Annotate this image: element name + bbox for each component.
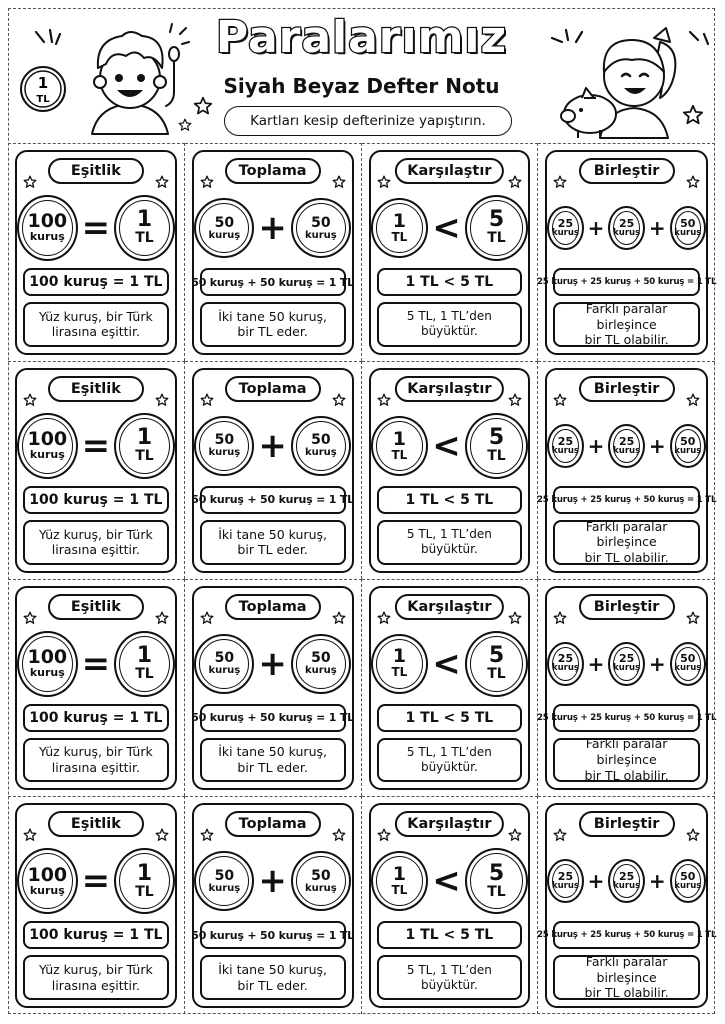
- description-line: Yüz kuruş, bir Türk: [39, 526, 153, 542]
- cut-cell: [8, 796, 185, 1014]
- description-line: bir TL eder.: [237, 977, 308, 993]
- coin-unit: kuruş: [551, 445, 579, 456]
- coin-row: [547, 410, 706, 482]
- coin-value: 50: [311, 867, 331, 884]
- coin-unit: kuruş: [208, 229, 241, 241]
- operator-symbol: =: [81, 861, 111, 902]
- equation-box: 50 kuruş + 50 kuruş = 1 TL: [200, 486, 346, 514]
- card-title: Eşitlik: [48, 594, 144, 620]
- coin-value: 1: [392, 209, 406, 232]
- cut-cell: [362, 361, 539, 579]
- coin-value: 25: [557, 216, 574, 230]
- coin-unit: kuruş: [29, 448, 65, 462]
- description-line: bir TL olabilir.: [584, 332, 669, 348]
- coin-icon: [371, 851, 429, 911]
- coin-value: 5: [488, 860, 505, 886]
- card-karsilastir: [369, 803, 531, 1008]
- coin-badge-value: 1: [37, 74, 49, 92]
- coin-unit: kuruş: [29, 665, 65, 679]
- coin-unit: kuruş: [613, 881, 641, 892]
- sparkle-icon: [548, 28, 588, 58]
- coin-icon: [194, 851, 254, 911]
- coin-icon: [194, 416, 254, 476]
- equation-box: 50 kuruş + 50 kuruş = 1 TL: [200, 268, 346, 296]
- page-header: [8, 8, 715, 143]
- operator-symbol: =: [81, 208, 111, 248]
- coin-value: 50: [680, 652, 696, 666]
- star-icon: [332, 174, 346, 188]
- card-title: Birleştir: [579, 158, 675, 184]
- star-icon: [193, 96, 213, 116]
- star-icon: [178, 118, 192, 132]
- description-line: Yüz kuruş, bir Türk: [39, 744, 153, 760]
- coin-value: 100: [27, 863, 68, 886]
- cut-cell: [8, 361, 185, 579]
- cut-cell: [185, 796, 362, 1014]
- star-icon: [332, 392, 346, 406]
- cut-cell: [362, 796, 539, 1014]
- card-toplama: [192, 803, 354, 1008]
- coin-value: 50: [214, 214, 235, 231]
- coin-unit: kuruş: [208, 882, 241, 894]
- equation-box: 1 TL < 5 TL: [377, 268, 523, 296]
- star-icon: [200, 174, 214, 188]
- coin-icon: [371, 416, 429, 476]
- star-icon: [377, 174, 391, 188]
- operator-symbol: +: [648, 433, 666, 458]
- coin-value: 1: [136, 207, 153, 233]
- coin-unit: TL: [487, 230, 506, 247]
- card-birlestir: [537, 803, 717, 1008]
- card-grid: [8, 143, 715, 1014]
- equation-box: 25 kuruş + 25 kuruş + 50 kuruş = 1 TL: [553, 921, 700, 949]
- coin-value: 50: [311, 432, 331, 449]
- card-birlestir: [537, 368, 717, 573]
- operator-symbol: +: [587, 651, 605, 676]
- coin-unit: kuruş: [674, 881, 702, 892]
- coin-value: 1: [136, 860, 153, 886]
- description-box: [553, 302, 700, 347]
- card-karsilastir: [369, 368, 531, 573]
- coin-icon: [114, 195, 175, 261]
- coin-unit: TL: [391, 883, 408, 898]
- description-box: [200, 302, 346, 347]
- equation-box: 1 TL < 5 TL: [377, 486, 523, 514]
- equation-box: 1 TL < 5 TL: [377, 921, 523, 949]
- coin-icon: [291, 634, 351, 694]
- equation-box: 25 kuruş + 25 kuruş + 50 kuruş = 1 TL: [553, 704, 700, 732]
- card-toplama: [192, 150, 354, 355]
- operator-symbol: +: [587, 869, 605, 894]
- coin-unit: kuruş: [304, 665, 337, 676]
- coin-value: 50: [311, 650, 331, 666]
- coin-icon: [17, 195, 78, 261]
- coin-row: [17, 192, 175, 264]
- equation-box: 100 kuruş = 1 TL: [23, 921, 169, 949]
- coin-unit: TL: [487, 883, 506, 900]
- coin-value: 1: [392, 645, 406, 668]
- coin-value: 100: [27, 645, 68, 668]
- star-icon: [332, 610, 346, 624]
- card-title: Toplama: [225, 158, 321, 184]
- coin-unit: TL: [135, 883, 154, 900]
- star-icon: [23, 392, 37, 406]
- operator-symbol: +: [258, 208, 287, 248]
- star-icon: [155, 174, 169, 188]
- coin-row: [17, 845, 175, 917]
- card-karsilastir: [369, 150, 531, 355]
- coin-value: 5: [488, 207, 505, 233]
- card-title: Birleştir: [579, 594, 675, 620]
- coin-row: [371, 628, 529, 700]
- coin-unit: kuruş: [613, 663, 641, 674]
- coin-value: 50: [680, 870, 696, 884]
- coin-value: 5: [488, 642, 505, 668]
- description-line: 5 TL, 1 TL’den büyüktür.: [406, 309, 492, 339]
- star-icon: [377, 392, 391, 406]
- coin-unit: kuruş: [674, 445, 702, 456]
- card-title: Karşılaştır: [395, 158, 503, 184]
- star-icon: [686, 827, 700, 841]
- description-line: Farklı paralar birleşince: [585, 300, 668, 332]
- star-icon: [155, 392, 169, 406]
- coin-value: 1: [392, 427, 406, 450]
- star-icon: [508, 827, 522, 841]
- operator-symbol: +: [258, 643, 287, 684]
- equation-box: 100 kuruş = 1 TL: [23, 704, 169, 732]
- description-line: bir TL olabilir.: [584, 549, 669, 565]
- coin-icon: [291, 416, 351, 476]
- coin-icon: [114, 848, 175, 914]
- equation-box: 25 kuruş + 25 kuruş + 50 kuruş = 1 TL: [553, 486, 700, 514]
- star-icon: [377, 827, 391, 841]
- card-birlestir: [537, 586, 717, 791]
- coin-unit: TL: [487, 448, 506, 465]
- coin-unit: kuruş: [551, 881, 579, 892]
- description-line: İki tane 50 kuruş,: [218, 744, 327, 760]
- cut-cell: [8, 579, 185, 797]
- coin-icon: [670, 859, 706, 903]
- coin-unit: kuruş: [208, 665, 241, 676]
- card-esitlik: [15, 150, 177, 355]
- star-icon: [508, 392, 522, 406]
- coin-row: [371, 845, 529, 917]
- coin-unit: kuruş: [304, 447, 337, 459]
- coin-icon: [465, 413, 529, 479]
- description-line: bir TL eder.: [237, 542, 308, 558]
- operator-symbol: +: [587, 216, 605, 240]
- star-icon: [686, 610, 700, 624]
- coin-icon: [17, 631, 78, 697]
- star-icon: [686, 392, 700, 406]
- star-icon: [553, 610, 567, 624]
- coin-unit: TL: [391, 665, 408, 680]
- coin-unit: kuruş: [551, 227, 579, 238]
- description-line: Yüz kuruş, bir Türk: [39, 308, 153, 324]
- description-line: 5 TL, 1 TL’den büyüktür.: [406, 744, 492, 774]
- description-box: [377, 955, 523, 1000]
- coin-unit: kuruş: [551, 663, 579, 674]
- cut-cell: [362, 143, 539, 361]
- coin-icon: [114, 413, 175, 479]
- coin-icon: [670, 424, 706, 468]
- coin-icon: [608, 206, 644, 250]
- description-line: lirasına eşittir.: [51, 324, 140, 340]
- coin-icon: [547, 642, 583, 686]
- cut-cell: [185, 361, 362, 579]
- cut-cell: [8, 143, 185, 361]
- coin-value: 25: [618, 870, 635, 884]
- card-title: Toplama: [225, 811, 321, 837]
- star-icon: [508, 610, 522, 624]
- description-line: İki tane 50 kuruş,: [218, 962, 327, 977]
- description-box: [200, 520, 346, 565]
- coin-row: [547, 845, 706, 917]
- coin-value: 50: [214, 432, 235, 449]
- coin-icon: [114, 631, 175, 697]
- operator-symbol: +: [648, 216, 666, 240]
- card-title: Birleştir: [579, 376, 675, 402]
- star-icon: [553, 392, 567, 406]
- coin-unit: TL: [135, 230, 154, 247]
- description-line: lirasına eşittir.: [51, 977, 140, 993]
- description-line: İki tane 50 kuruş,: [218, 308, 327, 324]
- coin-icon: [17, 413, 78, 479]
- cut-cell: [538, 361, 715, 579]
- coin-icon: [17, 848, 78, 914]
- cut-cell: [538, 796, 715, 1014]
- card-title: Karşılaştır: [395, 594, 503, 620]
- coin-unit: TL: [391, 447, 408, 462]
- description-line: Farklı paralar birleşince: [585, 736, 668, 768]
- coin-value: 25: [618, 434, 635, 448]
- coin-icon: [608, 859, 644, 903]
- coin-row: [371, 192, 529, 264]
- coin-unit: TL: [487, 665, 506, 682]
- coin-value: 1: [392, 863, 406, 886]
- coin-icon: [670, 206, 706, 250]
- description-box: [377, 302, 523, 347]
- description-box: [200, 738, 346, 783]
- coin-value: 100: [27, 428, 68, 451]
- coin-row: [194, 628, 352, 700]
- coin-value: 50: [214, 650, 235, 666]
- coin-icon: [291, 198, 351, 258]
- coin-icon: [291, 851, 351, 911]
- coin-unit: kuruş: [613, 445, 641, 456]
- coin-value: 5: [488, 425, 505, 451]
- description-line: Farklı paralar birleşince: [585, 518, 668, 550]
- star-icon: [553, 827, 567, 841]
- card-title: Toplama: [225, 594, 321, 620]
- coin-value: 25: [557, 870, 574, 884]
- star-icon: [200, 610, 214, 624]
- description-box: [553, 738, 700, 783]
- star-icon: [200, 392, 214, 406]
- coin-icon: [465, 195, 529, 261]
- description-line: bir TL eder.: [237, 324, 308, 340]
- card-title: Toplama: [225, 376, 321, 402]
- coin-unit: kuruş: [29, 230, 65, 244]
- description-box: [23, 955, 169, 1000]
- description-line: 5 TL, 1 TL’den büyüktür.: [406, 527, 492, 557]
- card-karsilastir: [369, 586, 531, 791]
- card-title: Eşitlik: [48, 158, 144, 184]
- coin-row: [371, 410, 529, 482]
- cut-cell: [185, 579, 362, 797]
- card-title: Karşılaştır: [395, 811, 503, 837]
- coin-icon: [608, 424, 644, 468]
- card-esitlik: [15, 803, 177, 1008]
- operator-symbol: +: [258, 425, 287, 466]
- operator-symbol: +: [258, 861, 287, 902]
- coin-unit: kuruş: [208, 447, 241, 459]
- coin-icon: [547, 859, 583, 903]
- star-icon: [200, 827, 214, 841]
- cut-cell: [362, 579, 539, 797]
- description-box: [377, 520, 523, 565]
- star-icon: [332, 827, 346, 841]
- operator-symbol: <: [432, 861, 461, 902]
- coin-value: 100: [27, 210, 68, 233]
- star-icon: [682, 104, 704, 126]
- coin-value: 50: [311, 214, 331, 231]
- coin-row: [547, 628, 706, 700]
- coin-icon: [465, 848, 529, 914]
- card-title: Eşitlik: [48, 376, 144, 402]
- operator-symbol: =: [81, 425, 111, 466]
- description-box: [23, 302, 169, 347]
- operator-symbol: <: [432, 425, 461, 466]
- coin-icon: [465, 631, 529, 697]
- coin-value: 1: [136, 425, 153, 451]
- coin-unit: kuruş: [613, 227, 641, 238]
- equation-box: 1 TL < 5 TL: [377, 704, 523, 732]
- description-line: lirasına eşittir.: [51, 542, 140, 558]
- description-line: bir TL olabilir.: [584, 985, 669, 1001]
- coin-value: 50: [680, 434, 696, 448]
- coin-icon: [371, 198, 429, 258]
- star-icon: [155, 610, 169, 624]
- card-esitlik: [15, 586, 177, 791]
- star-icon: [23, 610, 37, 624]
- operator-symbol: =: [81, 643, 111, 684]
- coin-icon: [670, 642, 706, 686]
- coin-unit: kuruş: [304, 882, 337, 894]
- description-line: 5 TL, 1 TL’den büyüktür.: [406, 962, 492, 992]
- page-subtitle: Siyah Beyaz Defter Notu: [223, 74, 500, 98]
- card-toplama: [192, 368, 354, 573]
- coin-value: 50: [680, 216, 696, 230]
- operator-symbol: <: [432, 643, 461, 684]
- cut-cell: [538, 579, 715, 797]
- coin-badge-unit: TL: [36, 94, 50, 105]
- card-title: Eşitlik: [48, 811, 144, 837]
- description-box: [553, 520, 700, 565]
- coin-icon: [608, 642, 644, 686]
- equation-box: 50 kuruş + 50 kuruş = 1 TL: [200, 921, 346, 949]
- coin-unit: kuruş: [304, 229, 337, 241]
- description-line: bir TL olabilir.: [584, 767, 669, 783]
- description-box: [200, 955, 346, 1000]
- equation-box: 50 kuruş + 50 kuruş = 1 TL: [200, 704, 346, 732]
- coin-icon: [371, 634, 429, 694]
- operator-symbol: +: [648, 651, 666, 676]
- description-box: [377, 738, 523, 783]
- operator-symbol: +: [648, 869, 666, 894]
- coin-unit: TL: [135, 448, 154, 465]
- sparkle-icon: [686, 28, 712, 58]
- star-icon: [155, 827, 169, 841]
- description-line: İki tane 50 kuruş,: [218, 526, 327, 542]
- instruction-pill: Kartları kesip defterinize yapıştırın.: [224, 106, 512, 136]
- coin-value: 25: [618, 652, 635, 666]
- description-box: [23, 738, 169, 783]
- card-birlestir: [537, 150, 717, 355]
- card-title: Karşılaştır: [395, 376, 503, 402]
- coin-unit: kuruş: [674, 663, 702, 674]
- cut-cell: [185, 143, 362, 361]
- coin-icon: [547, 206, 583, 250]
- coin-value: 25: [557, 434, 574, 448]
- equation-box: 100 kuruş = 1 TL: [23, 486, 169, 514]
- coin-unit: TL: [135, 665, 154, 682]
- coin-row: [17, 410, 175, 482]
- star-icon: [553, 174, 567, 188]
- coin-row: [194, 192, 352, 264]
- star-icon: [686, 174, 700, 188]
- description-line: bir TL eder.: [237, 759, 308, 775]
- coin-icon: [194, 634, 254, 694]
- card-title: Birleştir: [579, 811, 675, 837]
- operator-symbol: +: [587, 433, 605, 458]
- coin-row: [194, 410, 352, 482]
- description-line: Yüz kuruş, bir Türk: [39, 962, 153, 977]
- star-icon: [508, 174, 522, 188]
- coin-value: 1: [136, 642, 153, 668]
- description-box: [553, 955, 700, 1000]
- description-box: [23, 520, 169, 565]
- card-toplama: [192, 586, 354, 791]
- coin-value: 25: [557, 652, 574, 666]
- coin-row: [194, 845, 352, 917]
- description-line: lirasına eşittir.: [51, 759, 140, 775]
- coin-unit: kuruş: [29, 883, 65, 897]
- coin-row: [17, 628, 175, 700]
- cut-cell: [538, 143, 715, 361]
- star-icon: [377, 610, 391, 624]
- coin-value: 25: [618, 216, 635, 230]
- coin-icon: [194, 198, 254, 258]
- equation-box: 100 kuruş = 1 TL: [23, 268, 169, 296]
- coin-value: 50: [214, 867, 235, 884]
- coin-row: [547, 192, 706, 264]
- operator-symbol: <: [432, 208, 461, 248]
- page-title: Paralarımız: [215, 12, 508, 63]
- coin-icon: [547, 424, 583, 468]
- star-icon: [23, 827, 37, 841]
- equation-box: 25 kuruş + 25 kuruş + 50 kuruş = 1 TL: [553, 268, 700, 296]
- star-icon: [23, 174, 37, 188]
- card-esitlik: [15, 368, 177, 573]
- coin-unit: TL: [391, 229, 408, 244]
- description-line: Farklı paralar birleşince: [585, 954, 668, 985]
- coin-unit: kuruş: [674, 227, 702, 238]
